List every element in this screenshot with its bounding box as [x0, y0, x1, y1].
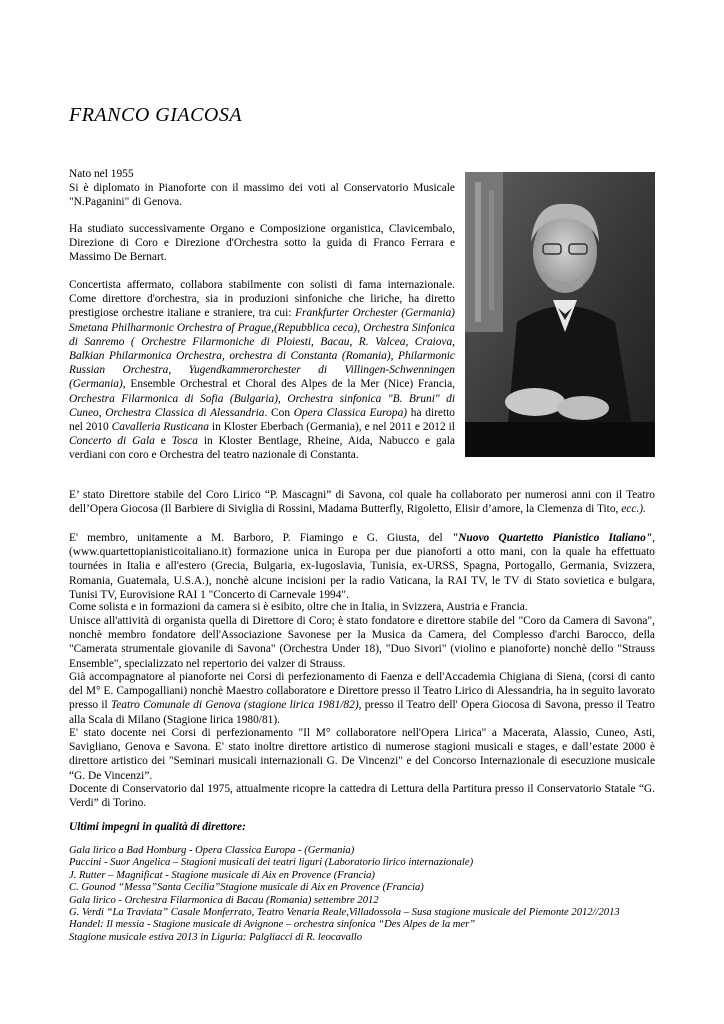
- bio-teatro-genova: Teatro Comunale di Genova (stagione lirica 1981/82): [110, 699, 359, 712]
- bio-studies: Ha studiato successivamente Organo e Composizione organistica, Clavicembalo, Direzione di Coro e Direzione d'Orchestra sotto la guida di Franco Ferrara e Massimo De Bernart.: [69, 223, 455, 264]
- bio-text: in Kloster Eberbach (Germania), e nel 2011 e 2012 il: [211, 421, 455, 434]
- bio-concert-career: [69, 278, 455, 463]
- list-item: G. Verdi “La Traviata” Casale Monferrato, Teatro Venaria Reale,Villadossola – Susa stagione musicale del Piemonte 2012//2013: [69, 907, 620, 919]
- bio-text: Già accompagnatore al pianoforte nei Corsi di perfezionamento di Faenza e dell'Accademia Chigiana di Siena, (corsi di canto del M° E. Campogalliani) nonchè Maestro collaboratore e Direttore presso il Teatro Lirico di Alessandria, ha in seguito lavorato presso il: [69, 671, 655, 712]
- bio-orchestras-list: Frankfurter Orchester (Germania) Smetana Philharmonic Orchestra of Prague,(Repubblica ceca), Orchestra Sinfonica di Sanremo ( Orchestre Filarmoniche di Ploiesti, Bacau, R. Valcea, Craiova, Balkian Philarmonica Orchestra, orchestra di Constanta (Romania), Philarmonic Russian Orchestra, Yugendkammerorchester di Villingen-Schwenningen (Germania),: [69, 307, 455, 391]
- bio-etc: ecc.).: [621, 503, 646, 516]
- bio-text: in Kloster Bentlage, Rheine, Aida, Nabucco e gala verdiani con coro e Orchestra del teatro nazionale di Constanta.: [69, 435, 455, 462]
- list-item: J. Rutter – Magnificat - Stagione musicale di Aix en Provence (Francia): [69, 869, 375, 881]
- bio-tosca: Tosca: [171, 435, 198, 448]
- bio-accompanist: [69, 670, 655, 727]
- bio-conservatory: Docente di Conservatorio dal 1975, attualmente ricopre la cattedra di Lettura della Partitura presso il Conservatorio Statale “G. Verdi” di Torino.: [69, 783, 655, 810]
- bio-quartet-name: "Nuovo Quartetto Pianistico Italiano": [451, 532, 653, 544]
- bio-text: ha diretto nel 2010: [69, 406, 455, 434]
- engagements-list: [69, 845, 669, 944]
- list-item: C. Gounod “Messa”Santa Cecilia”Stagione musicale di Aix en Provence (Francia): [69, 882, 424, 894]
- bio-diploma: Si è diplomato in Pianoforte con il massimo dei voti al Conservatorio Musicale "N.Paganini" di Genova.: [69, 182, 455, 209]
- bio-text: . Con: [264, 406, 291, 419]
- bio-birth: Nato nel 1955: [69, 168, 134, 180]
- list-item: Gala lirico a Bad Homburg - Opera Classica Europa - (Germania): [69, 845, 355, 856]
- bio-concert-intro: Concertista affermato, collabora stabilmente con solisti di fama internazionale. Come direttore d'orchestra, sia in produzioni sinfoniche che liriche, ha diretto prestigiose orchestre italiane e straniere, tra cui:: [69, 279, 455, 320]
- list-item: Stagione musicale estiva 2013 in Liguria: Palgliacci di R. leocavallo: [69, 931, 363, 943]
- bio-quartet: [69, 531, 655, 602]
- bio-teacher: E' stato docente nei Corsi di perfezionamento "Il M° collaboratore nell'Opera Lirica" a Macerata, Alassio, Cuneo, Asti, Savigliano, Genova e Savona. E' stato inoltre direttore artistico di numerose stagioni musicali e stages, e dall’estate 2000 è direttore artistico dei "Seminari musicali internazionali G. De Vincenzi" e del Concorso Internazionale di esecuzione musicale “G. De Vincenzi”.: [69, 727, 655, 782]
- bio-cavalleria: Cavalleria Rusticana: [111, 421, 209, 434]
- bio-text: e: [160, 435, 166, 448]
- bio-soloist: Come solista e in formazioni da camera si è esibito, oltre che in Italia, in Svizzera, Austria e Francia.: [69, 601, 528, 613]
- bio-text: E’ stato Direttore stabile del Coro Lirico “P. Mascagni” di Savona, col quale ha collaborato per numerosi anni con il Teatro dell’Opera Giocosa (Il Barbiere di Siviglia di Rossini, Madama Butterfly, Rigoletto, Elisir d’amore, la Clemenza di Tito,: [69, 489, 655, 516]
- page-title: FRANCO GIACOSA: [69, 104, 243, 126]
- list-item: Puccini - Suor Angelica – Stagioni musicali dei teatri liguri (Laboratorio lirico internazionale): [69, 857, 474, 869]
- bio-opera-classica: Opera Classica Europa): [293, 406, 408, 419]
- bio-text: E' membro, unitamente a M. Barboro, P. Fiamingo e G. Giusta, del: [69, 532, 443, 544]
- list-item: Gala lirico - Orchestra Filarmonica di Bacau (Romania) settembre 2012: [69, 894, 379, 906]
- list-item: Handel: Il messia - Stagione musicale di Avignone – orchestra sinfonica “Des Alpes de la mer”: [69, 919, 476, 931]
- bio-concerto-gala: Concerto di Gala: [69, 435, 155, 448]
- portrait-photo: [465, 172, 655, 457]
- bio-text: , (www.quartettopianisticoitaliano.it) formazione unica in Europa per due pianoforti a otto mani, con la quale ha effettuato tournées in Italia e all'estero (Grecia, Bulgaria, ex-Iugoslavia, Tunisia, ex-URSS, Spagna, Portogallo, Germania, Svizzera, Romania, Guatemala, U.S.A.), nonchè alcune incisioni per la radio Vaticana, la RAI TV, le TV di Stato sovietica e bulgara, Tunisi TV, Eurovisione RAI 1 "Concerto di Carnevale 1994".: [69, 532, 656, 601]
- bio-organist: Unisce all'attività di organista quella di Direttore di Coro; è stato fondatore e direttore stabile del "Coro da Camera di Savona", nonchè membro fondatore dell'Associazione Savonese per la Musica da Camera, del Complesso d'archi Barocco, della "Camerata strumentale giovanile di Savona" (Orchestra Under 18), "Duo Sivori" (violino e pianoforte) nonchè dello "Strauss Ensemble", specializzato nel repertorio dei valzer di Strauss.: [69, 615, 655, 670]
- bio-ensemble-nice: Ensemble Orchestral et Choral des Alpes de la Mer (Nice) Francia,: [130, 378, 455, 391]
- bio-choir-director: [69, 488, 655, 516]
- engagements-heading: Ultimi impegni in qualità di direttore:: [69, 821, 246, 833]
- bio-text: , presso il Teatro dell' Opera Giocosa di Savona, presso il Teatro alla Scala di Milano (Stagione lirica 1980/81).: [69, 699, 655, 726]
- bio-orchestras-list-2: Orchestra Filarmonica di Sofia (Bulgaria), Orchestra sinfonica "B. Bruni" di Cuneo, Orchestra Classica di Alessandria: [69, 392, 455, 419]
